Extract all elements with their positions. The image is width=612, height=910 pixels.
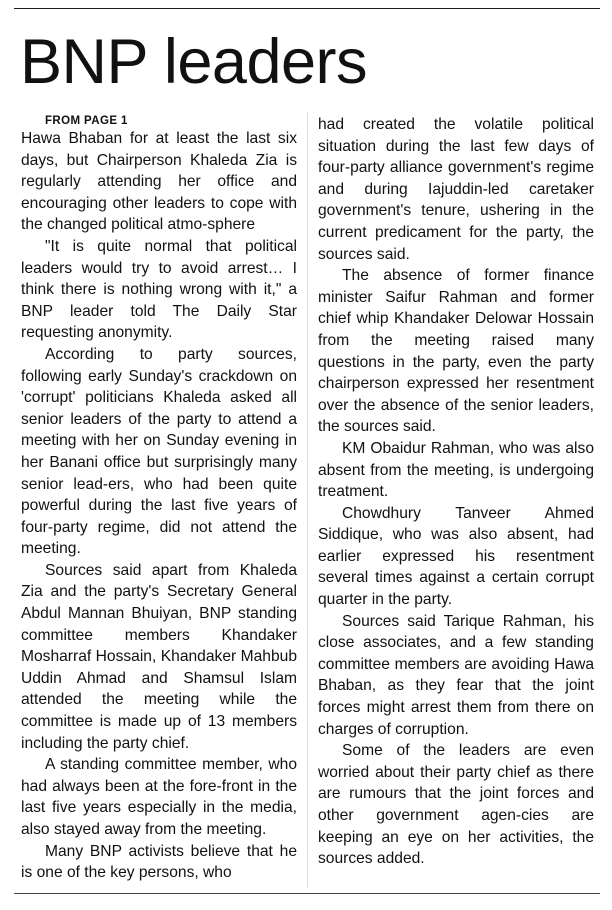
top-rule <box>14 8 600 9</box>
paragraph: Chowdhury Tanveer Ahmed Siddique, who was also absent, had earlier expressed his resentment several times against a certain corrupt quarter in the party. <box>318 504 594 609</box>
article-column-right <box>318 114 594 870</box>
paragraph: According to party sources, following early Sunday's crackdown on 'corrupt' politicians Khaleda asked all senior leaders of the party to attend a meeting with her on Sunday evening in her Banani office but surprisingly many senior lead-ers, who had been quite powerful during the last five years of four-party regime, did not attend the meeting. <box>21 345 297 558</box>
bottom-rule <box>14 893 600 894</box>
paragraph: KM Obaidur Rahman, who was also absent from the meeting, is undergoing treatment. <box>318 439 594 501</box>
paragraph: "It is quite normal that political leaders would try to avoid arrest… I think there is nothing wrong with it," a BNP leader told The Daily Star requesting anonymity. <box>21 237 297 342</box>
paragraph: Some of the leaders are even worried about their party chief as there are rumours that the joint forces and other government agen-cies are keeping an eye on her activities, the sources added. <box>318 742 594 868</box>
paragraph: Hawa Bhaban for at least the last six days, but Chairperson Khaleda Zia is regularly attending her office and encouraging other leaders to cope with the changed political atmo-sphere <box>21 130 297 234</box>
paragraph: Many BNP activists believe that he is one of the key persons, who <box>21 842 297 882</box>
article-column-left <box>21 114 297 884</box>
paragraph: Sources said apart from Khaleda Zia and the party's Secretary General Abdul Mannan Bhuiyan, BNP standing committee members Khandaker Mosharraf Hossain, Khandaker Mahbub Uddin Ahmad and Shamsul Islam attended the meeting while the committee is made up of 13 members including the party chief. <box>21 561 297 752</box>
column-divider <box>307 112 308 888</box>
paragraph: had created the volatile political situation during the last few days of four-party alliance government's regime and during Iajuddin-led caretaker government's tenure, ushering in the current predicament for the party, the sources said. <box>318 116 594 263</box>
kicker: FROM PAGE 1 <box>45 115 128 127</box>
paragraph: A standing committee member, who had always been at the fore-front in the last five years especially in the media, also stayed away from the meeting. <box>21 756 297 838</box>
paragraph: The absence of former finance minister Saifur Rahman and former chief whip Khandaker Delowar Hossain from the meeting raised many questions in the party, even the party chairperson expressed her resentment over the absence of the senior leaders, the sources said. <box>318 267 594 436</box>
headline: BNP leaders <box>20 27 368 97</box>
paragraph: Sources said Tarique Rahman, his close associates, and a few standing committee members are avoiding Hawa Bhaban, as they fear that the joint forces might arrest them from there on charges of corruption. <box>318 612 594 738</box>
